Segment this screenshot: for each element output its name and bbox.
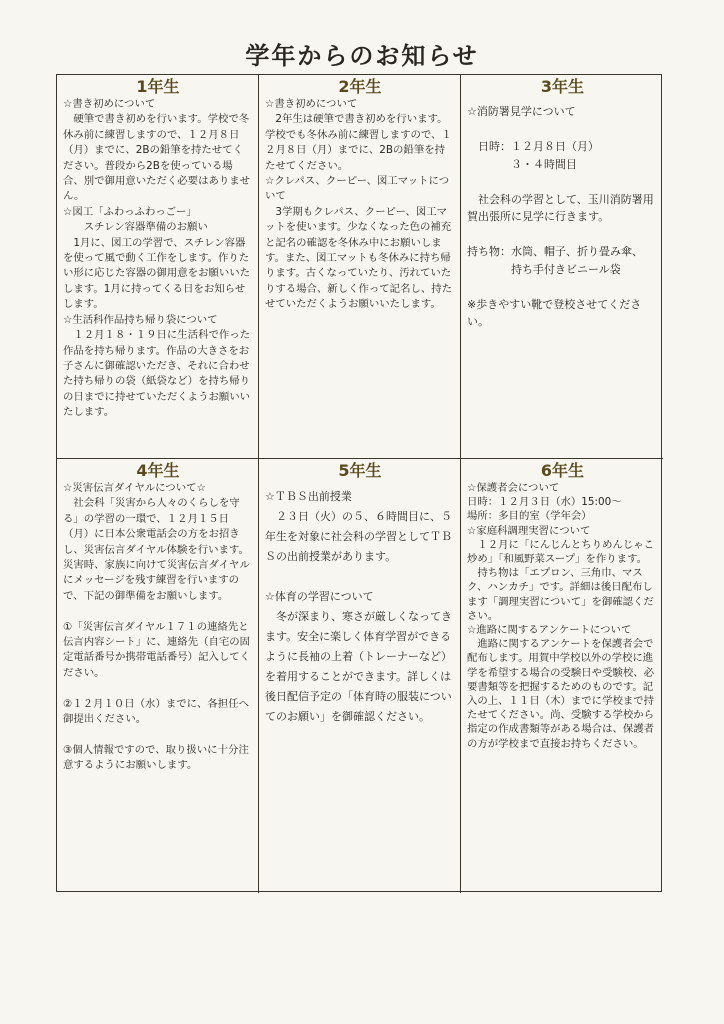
grade-5-heading: 5年生 [338, 461, 382, 480]
grade-3-heading: 3年生 [540, 77, 585, 96]
grade-notice-grid [56, 74, 662, 892]
grade-1-text: ☆書き初めについて 硬筆で書き初めを行います。学校で冬休み前に練習しますので、１２月８日（月）までに、2Bの鉛筆を持たせてください。普段から2Bを使っている場合、別で御用意いただく必要はありません。 ☆図工「ふわっふわっごー」 スチレン容器準備のお願い 1月に、図工の学習で、スチレン容器を使って風で動く工作をします。作りたい形に応じた容器の御用意をお願いいたします。1月に持ってくる日をお知らせします。 ☆生活科作品持ち帰り袋について １２月１８・１９日に生活科で作った作品を持ち帰ります。作品の大きさをお子さんに御確認いただき、それに合わせた持ち帰りの袋（紙袋など）を持ち帰りの日までに持せていただくようお願いいたします。 [63, 98, 251, 419]
grade-3-section [461, 75, 663, 459]
grade-6-text: ☆保護者会について 日時：１２月３日（水）15:00～ 場所：多目的室（学年会） ☆家庭科調理実習について １２月に「にんじんとちりめんじゃこ炒め」「和風野菜スープ」を作ります。 持ち物は「エプロン、三角巾、マスク、ハンカチ」です。詳細は後日配布します「調理実習について」を御確認ください。 ☆進路に関するアンケートについて 進路に関するアンケートを保護者会で配布します。用賀中学校以外の学校に進学を希望する場合の受験日や受験校、必要書類等を把握するためのものです。記入の上、１１日（木）までに学校まで持たせてください。尚、受験する学校から指定の作成書類等がある場合は、保護者の方が学校まで直接お持ちください。 [467, 482, 655, 750]
grade-1-heading: 1年生 [136, 77, 180, 96]
grade-4-heading: 4年生 [136, 461, 180, 480]
grade-2-text: ☆書き初めについて 2年生は硬筆で書き初めを行います。学校でも冬休み前に練習しますので、１２月８日（月）までに、2Bの鉛筆を持たせてください。 ☆クレパス、クーピー、図工マットについて 3学期もクレパス、クーピー、図工マットを使います。少なくなった色の補充と記名の確認を冬休み中にお願いします。また、図工マットも冬休みに持ち帰ります。古くなっていたり、汚れていたりする場合、新しく作って記名し、持たせていただくようお願いいたします。 [265, 98, 453, 311]
grade-2-heading: 2年生 [338, 77, 382, 96]
grade-1-section [57, 75, 259, 459]
grade-2-section [259, 75, 461, 459]
page-title: 学年からのお知らせ [245, 42, 479, 70]
grade-5-text: ☆ＴＢＳ出前授業 ２３日（火）の５、６時間目に、５年生を対象に社会科の学習としてＴＢＳの出前授業があります。 ☆体育の学習について 冬が深まり、寒さが厳しくなってきます。安全に楽しく体育学習ができるように長袖の上着（トレーナーなど）を着用することができます。詳しくは後日配信予定の「体育時の服装についてのお願い」を御確認ください。 [265, 490, 452, 723]
grade-6-heading: 6年生 [540, 461, 585, 480]
grade-5-section [259, 459, 461, 893]
grade-4-section [57, 459, 259, 893]
grade-4-text: ☆災害伝言ダイヤルについて☆ 社会科「災害から人々のくらしを守る」の学習の一環で、１２月１５日（月）に日本公衆電話会の方をお招きし、災害伝言ダイヤル体験を行います。災害時、家族に向けて災害伝言ダイヤルにメッセージを残す練習を行いますので、下記の御準備をお願いします。 ①「災害伝言ダイヤル１７１の連絡先と伝言内容シート」に、連絡先（自宅の固定電話番号か携帯電話番号）記入してください。 ②１２月１０日（水）までに、各担任へ御提出ください。 ③個人情報ですので、取り扱いに十分注意するようにお願いします。 [63, 482, 251, 772]
grade-3-text: ☆消防署見学について 日時：１２月８日（月） ３・４時間目 社会科の学習として、玉川消防署用賀出張所に見学に行きます。 持ち物：水筒、帽子、折り畳み傘、 持ち手付きビニール袋 ※歩きやすい靴で登校させてください。 [467, 105, 654, 328]
grade-6-section [461, 459, 663, 893]
